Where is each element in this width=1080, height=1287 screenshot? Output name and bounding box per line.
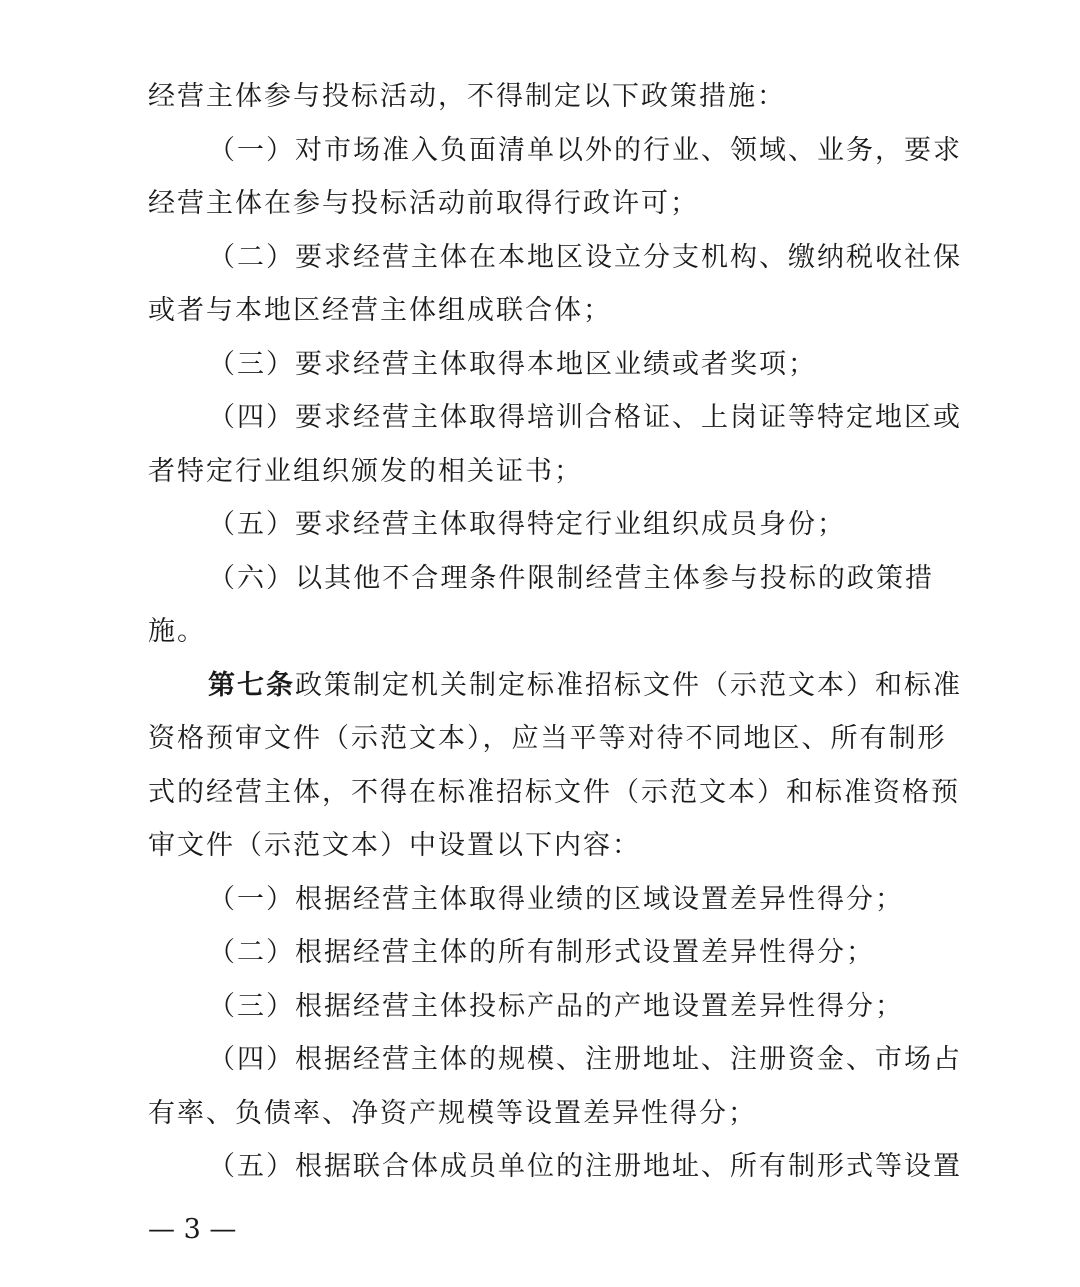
text-line: 审文件（示范文本）中设置以下内容： <box>148 830 641 861</box>
text-line: （一）根据经营主体取得业绩的区域设置差异性得分； <box>208 883 904 915</box>
text-line: 经营主体参与投标活动，不得制定以下政策措施： <box>148 81 786 112</box>
article-heading-line <box>148 659 962 713</box>
text-line: 或者与本地区经营主体组成联合体； <box>148 295 612 326</box>
text-line: （五）根据联合体成员单位的注册地址、所有制形式等设置 <box>208 1151 962 1182</box>
text-line: （一）对市场准入负面清单以外的行业、领域、业务，要求 <box>208 134 962 166</box>
text-line: （五）要求经营主体取得特定行业组织成员身份； <box>208 509 846 540</box>
article-text: 政策制定机关制定标准招标文件（示范文本）和标准 <box>295 669 962 701</box>
text-line: （四）要求经营主体取得培训合格证、上岗证等特定地区或 <box>208 402 962 433</box>
text-line: 有率、负债率、净资产规模等设置差异性得分； <box>148 1097 757 1129</box>
text-line: 施。 <box>148 616 206 647</box>
text-line: （二）根据经营主体的所有制形式设置差异性得分； <box>208 937 875 968</box>
text-line: 式的经营主体，不得在标准招标文件（示范文本）和标准资格预 <box>148 776 960 808</box>
text-line: 经营主体在参与投标活动前取得行政许可； <box>148 188 699 219</box>
text-line: 资格预审文件（示范文本），应当平等对待不同地区、所有制形 <box>148 723 947 754</box>
text-line: （三）要求经营主体取得本地区业绩或者奖项； <box>208 348 817 380</box>
document-body <box>148 70 962 1194</box>
text-line: （二）要求经营主体在本地区设立分支机构、缴纳税收社保 <box>208 241 962 273</box>
text-line: 者特定行业组织颁发的相关证书； <box>148 455 583 487</box>
page-number: — 3 — <box>148 1214 237 1245</box>
text-line: （三）根据经营主体投标产品的产地设置差异性得分； <box>208 990 904 1022</box>
text-line: （四）根据经营主体的规模、注册地址、注册资金、市场占 <box>208 1044 962 1075</box>
article-number: 第七条 <box>208 669 295 701</box>
text-line: （六）以其他不合理条件限制经营主体参与投标的政策措 <box>208 562 934 594</box>
